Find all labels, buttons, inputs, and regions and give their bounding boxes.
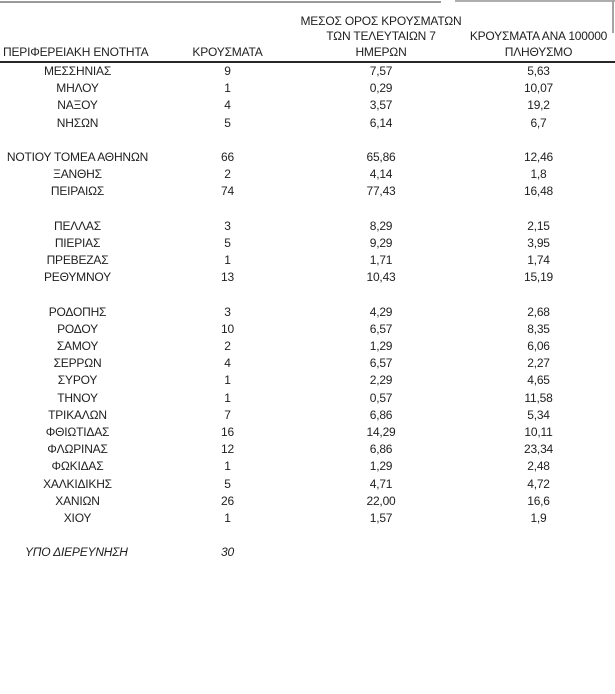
per100k-cell: 19,2 <box>527 98 550 113</box>
cases-cell: 5 <box>224 115 231 130</box>
region-cell: ΠΕΛΛΑΣ <box>54 218 101 233</box>
header-7day-average <box>300 14 462 62</box>
cases-cell: 4 <box>224 356 231 371</box>
per100k-cell: 10,07 <box>523 81 554 96</box>
spacer-row <box>0 527 615 544</box>
cases-cell: 10 <box>221 321 234 336</box>
per100k-cell: 1,9 <box>530 510 547 525</box>
cases-cell: 7 <box>224 407 231 422</box>
avg7-cell: 10,43 <box>366 270 396 285</box>
region-cell: ΞΑΝΘΗΣ <box>53 167 102 182</box>
region-cell: ΥΠΟ ΔΙΕΡΕΥΝΗΣΗ <box>25 545 128 560</box>
avg7-cell: 7,57 <box>369 64 393 78</box>
avg7-cell: 6,57 <box>369 321 393 336</box>
per100k-cell <box>462 544 615 561</box>
cases-cell: 30 <box>221 545 234 560</box>
region-cell: ΦΩΚΙΔΑΣ <box>51 459 104 474</box>
per100k-cell: 5,63 <box>527 64 550 78</box>
region-cell: ΡΕΘΥΜΝΟΥ <box>44 270 111 285</box>
avg7-cell: 65,86 <box>366 149 396 164</box>
table-row <box>0 476 615 493</box>
region-cell: ΧΙΟΥ <box>63 510 92 525</box>
header-per-100k <box>462 29 615 61</box>
table-row <box>0 97 615 114</box>
per100k-cell: 16,6 <box>527 493 550 508</box>
per100k-cell: 1,8 <box>530 167 547 182</box>
table-row <box>0 115 615 132</box>
region-cell: ΝΑΞΟΥ <box>57 98 98 113</box>
avg7-cell: 4,14 <box>369 167 393 182</box>
region-cell: ΜΗΛΟΥ <box>56 81 99 96</box>
per100k-cell: 6,06 <box>527 339 550 353</box>
table-row <box>0 183 615 200</box>
region-cell: ΤΗΝΟΥ <box>57 390 98 405</box>
cases-cell: 12 <box>221 442 234 457</box>
under-investigation-row <box>0 544 615 561</box>
per100k-cell: 10,11 <box>524 424 553 439</box>
header-region: ΠΕΡΙΦΕΡΕΙΑΚΗ ΕΝΟΤΗΤΑ <box>3 44 149 59</box>
region-cell: ΦΘΙΩΤΙΔΑΣ <box>45 424 110 439</box>
region-cell: ΧΑΝΙΩΝ <box>55 493 100 508</box>
header-cases: ΚΡΟΥΣΜΑΤΑ <box>192 44 263 59</box>
avg7-cell: 8,29 <box>369 218 393 233</box>
spacer-row <box>0 286 615 303</box>
cases-cell: 1 <box>224 253 231 268</box>
cases-cell: 74 <box>221 184 234 199</box>
table-row <box>0 407 615 424</box>
header-7day-average-line1: ΜΕΣΟΣ ΟΡΟΣ ΚΡΟΥΣΜΑΤΩΝ <box>300 13 462 28</box>
table-row <box>0 80 615 97</box>
spacer-row <box>0 201 615 218</box>
per100k-cell: 2,15 <box>527 218 550 233</box>
table-row <box>0 424 615 441</box>
cases-cell: 13 <box>221 270 234 285</box>
region-cell: ΝΟΤΙΟΥ ΤΟΜΕΑ ΑΘΗΝΩΝ <box>6 149 149 164</box>
table-row <box>0 441 615 458</box>
cases-cell: 16 <box>221 424 234 439</box>
avg7-cell: 1,71 <box>369 253 393 268</box>
avg7-cell: 1,29 <box>369 459 393 474</box>
avg7-cell <box>300 544 462 561</box>
table-row <box>0 493 615 510</box>
cases-cell: 3 <box>224 218 231 233</box>
header-per-100k-line1: ΚΡΟΥΣΜΑΤΑ ΑΝΑ 100000 <box>469 29 608 43</box>
table-row <box>0 166 615 183</box>
region-cell: ΠΕΙΡΑΙΩΣ <box>50 184 105 199</box>
cases-cell: 2 <box>224 339 231 353</box>
avg7-cell: 6,86 <box>369 442 393 457</box>
per100k-cell: 8,35 <box>527 321 550 336</box>
cases-cell: 3 <box>224 304 231 319</box>
avg7-cell: 1,29 <box>369 339 393 353</box>
cases-cell: 1 <box>224 390 231 405</box>
table-row <box>0 235 615 252</box>
table-row <box>0 321 615 338</box>
avg7-cell: 77,43 <box>366 184 396 199</box>
avg7-cell: 9,29 <box>369 235 393 250</box>
region-cell: ΡΟΔΟΥ <box>57 321 98 336</box>
avg7-cell: 0,29 <box>369 81 393 96</box>
spacer-row <box>0 132 615 149</box>
per100k-cell: 23,34 <box>523 442 554 457</box>
region-cell: ΡΟΔΟΠΗΣ <box>48 304 107 319</box>
avg7-cell: 4,71 <box>369 476 393 491</box>
region-cell: ΠΙΕΡΙΑΣ <box>54 235 101 250</box>
avg7-cell: 0,57 <box>369 390 393 405</box>
avg7-cell: 3,57 <box>369 98 393 113</box>
per100k-cell: 4,72 <box>527 476 550 491</box>
region-cell: ΠΡΕΒΕΖΑΣ <box>46 253 109 268</box>
avg7-cell: 14,29 <box>366 424 396 439</box>
cases-cell: 26 <box>221 493 234 508</box>
region-cell: ΣΥΡΟΥ <box>57 373 98 388</box>
cases-cell: 2 <box>224 167 231 182</box>
table-row <box>0 372 615 389</box>
region-cell: ΧΑΛΚΙΔΙΚΗΣ <box>43 476 112 491</box>
region-cell: ΤΡΙΚΑΛΩΝ <box>48 407 107 422</box>
table-body <box>0 63 615 561</box>
avg7-cell: 1,57 <box>369 510 393 525</box>
cases-cell: 4 <box>224 98 231 113</box>
table-header-row <box>0 0 615 61</box>
cases-cell: 1 <box>224 459 231 474</box>
table-row <box>0 304 615 321</box>
per100k-cell: 16,48 <box>523 184 554 199</box>
table-row <box>0 63 615 80</box>
table-row <box>0 338 615 355</box>
cases-cell: 1 <box>224 373 231 388</box>
avg7-cell: 6,14 <box>369 115 393 130</box>
cases-cell: 1 <box>224 81 231 96</box>
header-per-100k-line2: ΠΛΗΘΥΣΜΟ <box>504 44 573 59</box>
avg7-cell: 4,29 <box>369 304 393 319</box>
table-row <box>0 355 615 372</box>
cases-cell: 1 <box>224 510 231 525</box>
per100k-cell: 2,27 <box>527 356 550 371</box>
region-cell: ΦΛΩΡΙΝΑΣ <box>47 442 108 457</box>
region-cell: ΣΕΡΡΩΝ <box>53 356 102 371</box>
table-row <box>0 390 615 407</box>
cases-cell: 9 <box>224 64 231 78</box>
avg7-cell: 2,29 <box>369 373 393 388</box>
per100k-cell: 2,68 <box>527 304 550 319</box>
per100k-cell: 1,74 <box>527 253 550 268</box>
header-7day-average-line2: ΤΩΝ ΤΕΛΕΥΤΑΙΩΝ 7 <box>326 29 436 43</box>
per100k-cell: 6,7 <box>530 115 547 130</box>
region-cell: ΜΕΣΣΗΝΙΑΣ <box>43 64 112 78</box>
table-row <box>0 149 615 166</box>
per100k-cell: 2,48 <box>527 459 550 474</box>
per100k-cell: 12,46 <box>523 149 554 164</box>
table-row <box>0 252 615 269</box>
per100k-cell: 5,34 <box>527 407 550 422</box>
cases-cell: 5 <box>224 476 231 491</box>
cases-cell: 5 <box>224 235 231 250</box>
region-cell: ΝΗΣΩΝ <box>56 115 99 130</box>
avg7-cell: 6,86 <box>369 407 393 422</box>
cases-cell: 66 <box>221 149 234 164</box>
per100k-cell: 3,95 <box>527 235 550 250</box>
per100k-cell: 15,19 <box>523 270 554 285</box>
table-row <box>0 510 615 527</box>
table-row <box>0 218 615 235</box>
header-7day-average-line3: ΗΜΕΡΩΝ <box>355 44 407 59</box>
avg7-cell: 22,00 <box>366 493 396 508</box>
avg7-cell: 6,57 <box>369 356 393 371</box>
table-row <box>0 269 615 286</box>
table-row <box>0 458 615 475</box>
region-cell: ΣΑΜΟΥ <box>56 339 99 353</box>
per100k-cell: 11,58 <box>524 390 553 405</box>
per100k-cell: 4,65 <box>527 373 550 388</box>
